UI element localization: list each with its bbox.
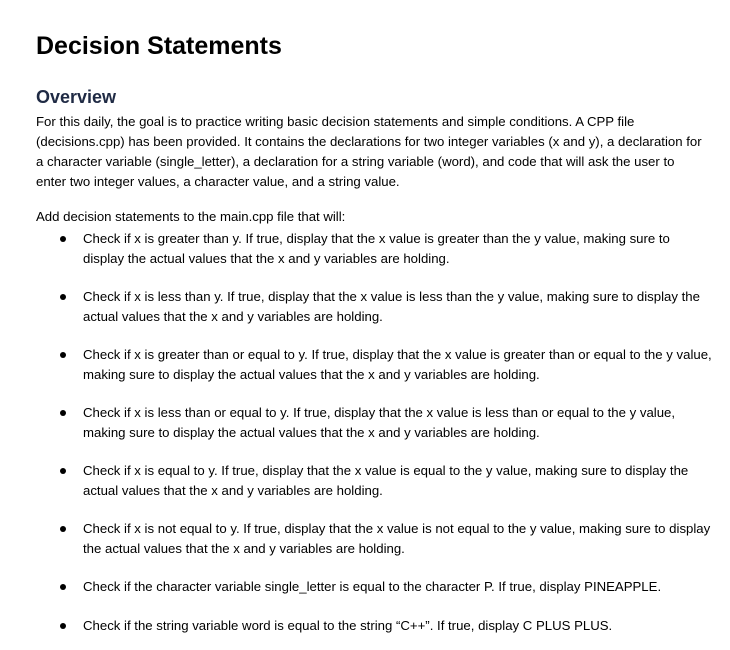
bullet-dot-icon (60, 584, 66, 590)
list-item-text: Check if x is less than or equal to y. If true, display that the x value is less than or equal to the y value, making sure to display the actual values that the x and y variables are holding. (83, 405, 676, 440)
list-item-text: Check if the character variable single_letter is equal to the character P. If true, display PINEAPPLE. (83, 579, 662, 594)
bullet-dot-icon (60, 468, 66, 474)
bullet-dot-icon (60, 623, 66, 629)
list-item-text: Check if x is equal to y. If true, display that the x value is equal to the y value, making sure to display the actual values that the x and y variables are holding. (83, 463, 689, 498)
list-item-text: Check if x is not equal to y. If true, display that the x value is not equal to the y value, making sure to display the actual values that the x and y variables are holding. (83, 521, 711, 556)
section-heading-overview: Overview (36, 87, 117, 107)
bullet-dot-icon (60, 294, 66, 300)
list-item-text: Check if x is less than y. If true, display that the x value is less than the y value, making sure to display the actual values that the x and y variables are holding. (83, 289, 700, 324)
bullet-dot-icon (60, 410, 66, 416)
overview-paragraph: For this daily, the goal is to practice writing basic decision statements and simple conditions. A CPP file (decisions.cpp) has been provided. It contains the declarations for two integer variables (x and y), a declaration for a character variable (single_letter), a declaration for a string variable (word), and code that will ask the user to enter two integer values, a character value, and a string value. (36, 114, 702, 189)
bullet-dot-icon (60, 352, 66, 358)
instructions-intro: Add decision statements to the main.cpp file that will: (36, 209, 346, 224)
bullet-dot-icon (60, 236, 66, 242)
list-item-text: Check if x is greater than or equal to y. If true, display that the x value is greater than or equal to the y value, making sure to display the actual values that the x and y variables are holding. (83, 347, 712, 382)
list-item-text: Check if the string variable word is equal to the string “C++”. If true, display C PLUS PLUS. (83, 618, 613, 633)
list-item-text: Check if x is greater than y. If true, display that the x value is greater than the y value, making sure to display the actual values that the x and y variables are holding. (83, 231, 670, 266)
page-title: Decision Statements (36, 32, 282, 60)
bullet-dot-icon (60, 526, 66, 532)
